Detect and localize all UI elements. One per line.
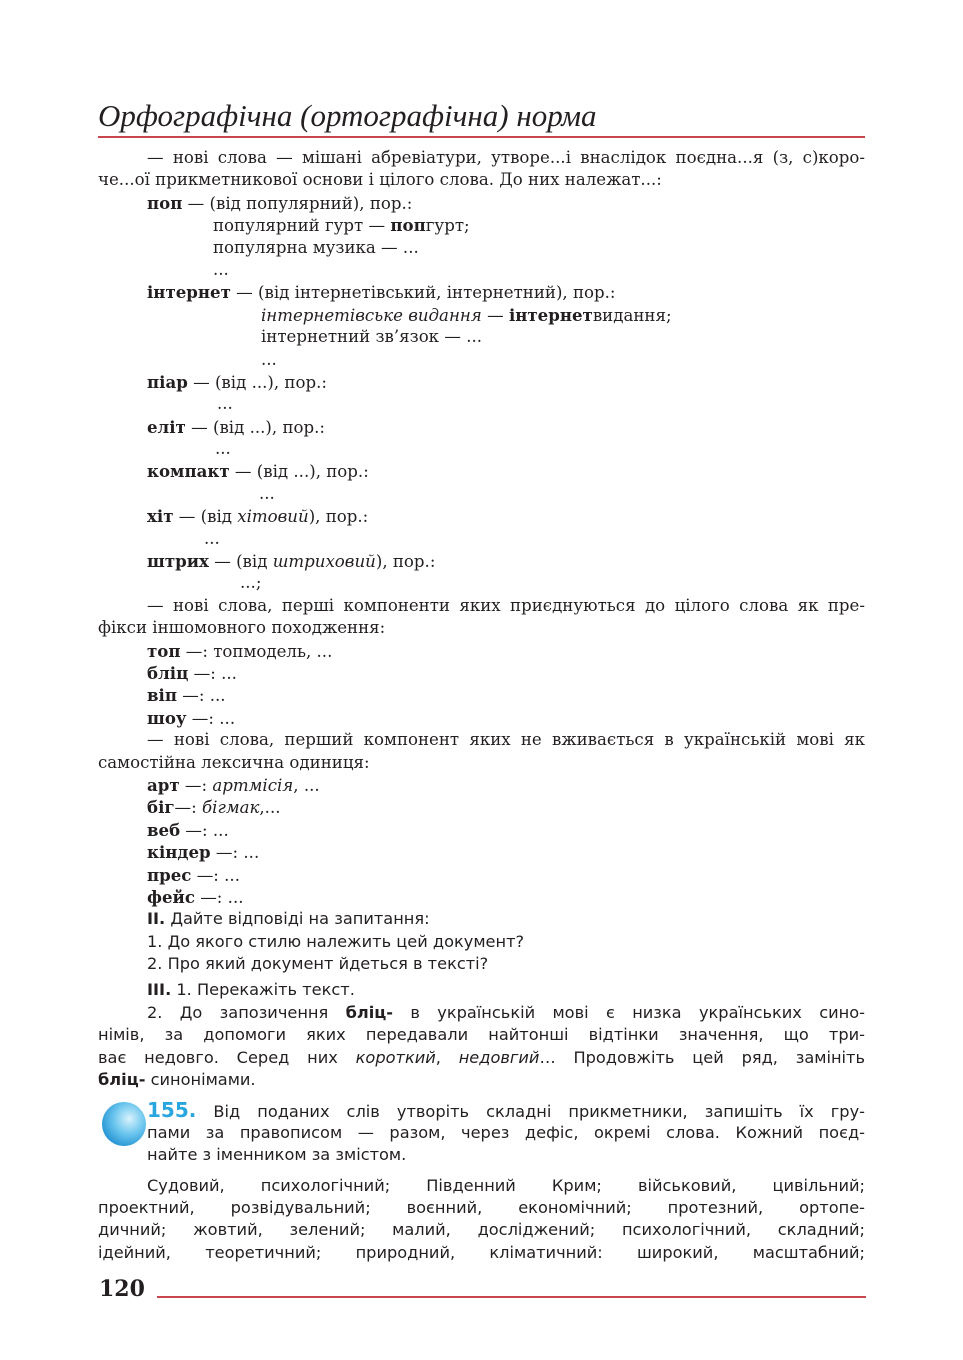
entry-definition: — (від ...), пор.:	[185, 417, 325, 437]
spacer	[98, 1167, 865, 1175]
entry-internet-example3: ...	[261, 349, 277, 369]
entry-word: еліт	[147, 416, 186, 437]
entry-definition-italic: хітовий	[237, 507, 309, 527]
exercise-155	[98, 1099, 865, 1166]
entry-word: інтернет	[147, 282, 231, 303]
exercise-number: 155.	[147, 1098, 197, 1123]
task-label: ІІ.	[147, 909, 166, 929]
section2-intro-line2: фікси іншомовного походження:	[98, 618, 386, 638]
entry-shtrykh	[98, 550, 865, 572]
task-text: 2. До запозичення	[147, 1002, 346, 1022]
entry-definition: — (від ...), пор.:	[229, 462, 369, 482]
entry-big	[98, 796, 865, 818]
entry-word: компакт	[147, 461, 230, 482]
entry-shtrykh-example: ...;	[240, 573, 262, 593]
task-3-line2: німів, за допомоги яких передавали найтонші відтінки значення, що три-	[98, 1025, 865, 1045]
entry-definition: —: ...	[191, 865, 240, 885]
entry-vip	[98, 684, 865, 706]
entry-pop	[98, 192, 865, 214]
entry-definition: —: ...	[194, 887, 244, 907]
page-number: 120	[99, 1276, 145, 1302]
entry-word: віп	[147, 685, 177, 706]
task-2-question1: 1. До якого стилю належить цей документ?	[147, 931, 525, 951]
entry-kinder	[98, 841, 865, 863]
entry-definition-italic: бігмак	[202, 798, 260, 818]
exercise-instruction-line1	[98, 1099, 865, 1121]
entry-blits	[98, 662, 865, 684]
entry-definition: — (від ...), пор.:	[187, 372, 327, 392]
entry-definition: —:	[179, 775, 213, 795]
entry-word: штрих	[147, 551, 209, 572]
entry-word: веб	[147, 819, 181, 840]
entry-definition-italic: артмісія	[212, 775, 294, 795]
footer-rule	[157, 1296, 866, 1298]
entry-word: шоу	[147, 707, 187, 728]
entry-top	[98, 640, 865, 662]
entry-definition-italic: штриховий	[272, 552, 376, 572]
exercise-instruction-line3: найте з іменником за змістом.	[147, 1145, 407, 1165]
exercise-body-line2: проектний, розвідувальний; воєнний, економічний; протезний, ортопе-	[98, 1197, 865, 1217]
page-content	[98, 147, 865, 1264]
entry-definition: —: ...	[210, 843, 260, 863]
task-3-line1	[98, 1002, 865, 1024]
entry-word: прес	[147, 864, 192, 885]
entry-word: арт	[147, 774, 180, 795]
entry-word: топ	[147, 640, 181, 661]
entry-word: фейс	[147, 886, 195, 907]
task-2-heading	[98, 908, 865, 930]
section1-intro-line2: че...ої прикметникової основи і цілого слова. До них належат...:	[98, 170, 662, 190]
entry-definition: —:	[174, 798, 203, 818]
entry-feis	[98, 886, 865, 908]
task-3-line4	[98, 1069, 865, 1091]
task-italic: недовгий	[458, 1047, 540, 1067]
entry-shou	[98, 707, 865, 729]
section3-intro-line1: — нові слова, перший компонент яких не вживається в українській мові як	[147, 730, 865, 750]
task-label: ІІІ.	[147, 980, 172, 1000]
example-italic: інтернетівське видання —	[261, 305, 509, 325]
example-bold: поп	[390, 215, 426, 236]
entry-piar-example: ...	[217, 394, 233, 414]
example-text: видання;	[592, 305, 672, 325]
task-text: ,	[435, 1047, 459, 1067]
entry-definition: ,...	[259, 798, 281, 818]
entry-kompakt	[98, 460, 865, 482]
entry-word: поп	[147, 192, 183, 213]
entry-definition: — (від	[208, 552, 273, 572]
example-text: гурт;	[425, 216, 470, 236]
task-text: Дайте відповіді на запитання:	[165, 909, 430, 929]
section1-intro-line1: — нові слова — мішані абревіатури, утворе...і внаслідок поєдна...я (з, с)коро-	[147, 148, 865, 167]
exercise-body-line3: дичний; жовтий, зелений; малий, досліджений; психологічний, складний;	[98, 1220, 865, 1240]
entry-definition: , ...	[293, 775, 320, 795]
entry-hit-example: ...	[204, 528, 220, 548]
entry-elit-example: ...	[215, 439, 231, 459]
section2-intro-line1: — нові слова, перші компоненти яких приєднуються до цілого слова як пре-	[147, 595, 865, 615]
entry-kompakt-example: ...	[259, 483, 275, 503]
header-rule	[98, 136, 865, 138]
entry-definition: ), пор.:	[375, 552, 436, 572]
entry-definition: —: ...	[176, 686, 226, 706]
entry-pop-example1	[98, 214, 865, 236]
exercise-instruction-line2: пами за правописом — разом, через дефіс, окремі слова. Кожний поєд-	[147, 1122, 865, 1142]
example-bold: інтернет	[508, 304, 593, 325]
task-text: в українській мові є низка українських сино-	[393, 1002, 865, 1022]
entry-internet	[98, 281, 865, 303]
entry-definition: —: ...	[180, 820, 229, 840]
task-3-heading	[98, 979, 865, 1001]
entry-hit	[98, 505, 865, 527]
entry-piar	[98, 371, 865, 393]
entry-elit	[98, 416, 865, 438]
entry-pres	[98, 864, 865, 886]
task-text: ває недовго. Серед них	[98, 1047, 356, 1067]
entry-definition: —: ...	[186, 708, 236, 728]
entry-definition: —: топмодель, ...	[180, 641, 333, 661]
task-text: … Продовжіть цей ряд, замініть	[539, 1047, 866, 1067]
entry-definition: ), пор.:	[308, 507, 369, 527]
entry-internet-example2: інтернетний зв’язок — ...	[261, 327, 483, 347]
example-text: популярний гурт —	[213, 216, 391, 236]
task-bold: бліц-	[345, 1002, 394, 1022]
task-2-question2: 2. Про який документ йдеться в тексті?	[147, 954, 489, 974]
task-text: синонімами.	[145, 1070, 256, 1090]
entry-internet-example1	[98, 304, 865, 326]
exercise-text: Від поданих слів утворіть складні прикметники, запишіть їх гру-	[196, 1102, 865, 1122]
task-bold: бліц-	[98, 1070, 146, 1090]
section3-intro-line2: самостійна лексична одиниця:	[98, 752, 370, 772]
entry-word: піар	[147, 371, 188, 392]
entry-definition: — (від інтернетівський, інтернетний), пор.:	[230, 283, 616, 303]
entry-pop-example3: ...	[213, 259, 229, 279]
entry-word: кіндер	[147, 842, 211, 863]
exercise-body-line1: Судовий, психологічний; Південний Крим; військовий, цивільний;	[147, 1175, 865, 1195]
entry-definition: — (від	[173, 507, 238, 527]
entry-word: бліц	[147, 662, 189, 683]
entry-definition: — (від популярний), пор.:	[182, 193, 413, 213]
entry-definition: —: ...	[188, 663, 237, 683]
entry-word: хіт	[147, 506, 174, 527]
entry-word: біг	[147, 797, 175, 818]
running-header-title: Орфографічна (ортографічна) норма	[98, 98, 597, 133]
task-3-line3	[98, 1047, 865, 1069]
task-text: 1. Перекажіть текст.	[171, 980, 355, 1000]
entry-pop-example2: популярна музика — ...	[213, 237, 419, 257]
entry-art	[98, 774, 865, 796]
exercise-body-line4: ідейний, теоретичний; природний, кліматичний: широкий, масштабний;	[98, 1242, 865, 1262]
entry-veb	[98, 819, 865, 841]
task-italic: короткий	[355, 1047, 436, 1067]
spacer	[98, 1091, 865, 1099]
